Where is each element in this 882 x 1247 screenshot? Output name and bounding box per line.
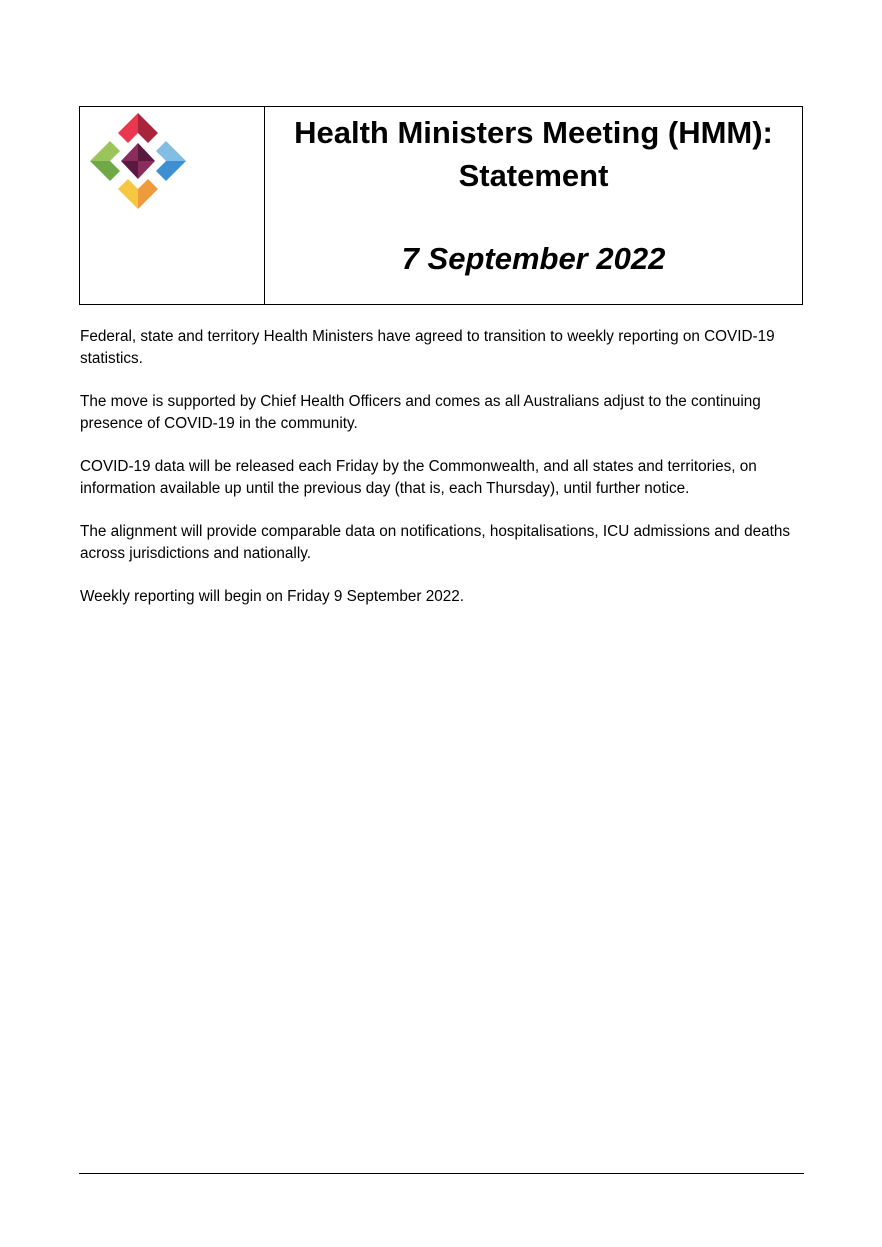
statement-body xyxy=(80,326,810,629)
logo-facet xyxy=(138,113,158,143)
logo-facet xyxy=(118,179,138,209)
paragraph: The move is supported by Chief Health Officers and comes as all Australians adjust to the continuing presence of COVID-19 in the community. xyxy=(80,393,761,432)
logo-facet xyxy=(118,113,138,143)
paragraph: Federal, state and territory Health Ministers have agreed to transition to weekly reporting on COVID-19 statistics. xyxy=(80,328,775,367)
hmm-diamond-logo-icon xyxy=(88,111,188,211)
logo-facet xyxy=(138,179,158,209)
statement-date: 7 September 2022 xyxy=(401,241,666,276)
footer-divider xyxy=(79,1173,804,1174)
page-title: Health Ministers Meeting (HMM): Statement xyxy=(294,115,773,193)
paragraph: COVID-19 data will be released each Friday by the Commonwealth, and all states and territories, on information available up until the previous day (that is, each Thursday), until further notice. xyxy=(80,458,757,497)
logo-facet xyxy=(121,161,138,179)
paragraph: Weekly reporting will begin on Friday 9 September 2022. xyxy=(80,588,465,605)
logo-facet xyxy=(121,143,138,161)
logo-facet xyxy=(90,141,120,161)
logo-facet xyxy=(138,143,155,161)
header-table xyxy=(79,106,803,305)
logo-facet xyxy=(138,161,155,179)
logo-facet xyxy=(90,161,120,181)
title-cell xyxy=(265,107,802,304)
logo-facet xyxy=(156,161,186,181)
paragraph: The alignment will provide comparable data on notifications, hospitalisations, ICU admissions and deaths across jurisdictions and nationally. xyxy=(80,523,790,562)
logo-facet xyxy=(156,141,186,161)
logo-cell xyxy=(80,107,265,304)
